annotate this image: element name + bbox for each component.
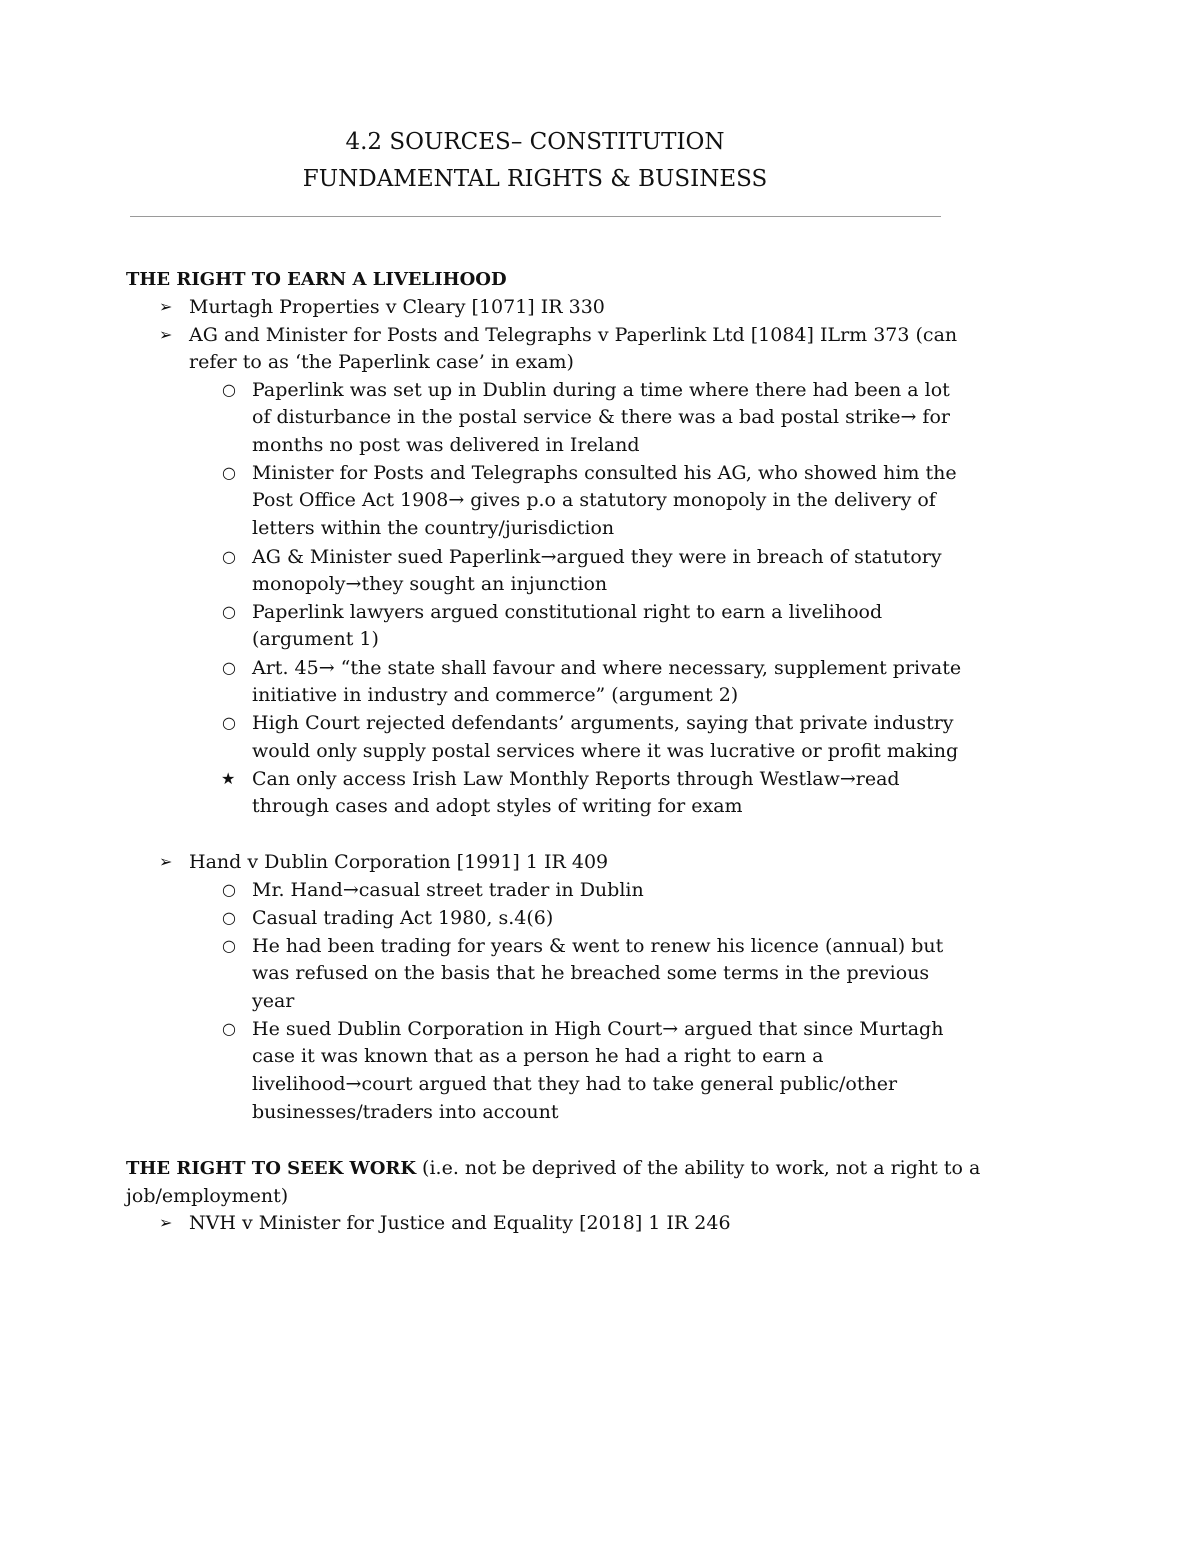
case-nvh: NVH v Minister for Justice and Equality [2018] 1 IR 246 — [189, 1212, 731, 1234]
paperlink-note-3-l1: AG & Minister sued Paperlink→argued they were in breach of statutory — [252, 546, 942, 568]
section-heading-seek-work-line2: job/employment) — [126, 1185, 289, 1207]
arrow-bullet-icon: ➢ — [159, 1213, 173, 1232]
paperlink-note-3-l2: monopoly→they sought an injunction — [252, 573, 608, 595]
arrow-bullet-icon: ➢ — [159, 852, 173, 871]
paperlink-note-2-l3: letters within the country/jurisdiction — [252, 517, 615, 539]
paperlink-note-7-l1: Can only access Irish Law Monthly Reports through Westlaw→read — [252, 768, 900, 790]
circle-bullet-icon: ○ — [222, 1019, 236, 1038]
hand-note-4-l4: businesses/traders into account — [252, 1101, 559, 1123]
circle-bullet-icon: ○ — [222, 602, 236, 621]
paperlink-note-1-l1: Paperlink was set up in Dublin during a time where there had been a lot — [252, 379, 950, 401]
paperlink-note-2-l1: Minister for Posts and Telegraphs consulted his AG, who showed him the — [252, 462, 957, 484]
case-hand: Hand v Dublin Corporation [1991] 1 IR 409 — [189, 851, 609, 873]
page-title — [0, 124, 1070, 198]
circle-bullet-icon: ○ — [222, 713, 236, 732]
section-heading-seek-work — [126, 1154, 980, 1183]
case-paperlink-line1: AG and Minister for Posts and Telegraphs v Paperlink Ltd [1084] ILrm 373 (can — [189, 324, 958, 346]
hand-note-4-l1: He sued Dublin Corporation in High Court→ argued that since Murtagh — [252, 1018, 944, 1040]
hand-note-3-l1: He had been trading for years & went to renew his licence (annual) but — [252, 935, 944, 957]
arrow-bullet-icon: ➢ — [159, 297, 173, 316]
circle-bullet-icon: ○ — [222, 936, 236, 955]
circle-bullet-icon: ○ — [222, 880, 236, 899]
paperlink-note-5-l1: Art. 45→ “the state shall favour and where necessary, supplement private — [252, 657, 962, 679]
paperlink-note-2-l2: Post Office Act 1908→ gives p.o a statutory monopoly in the delivery of — [252, 489, 936, 511]
case-paperlink-line2: refer to as ‘the Paperlink case’ in exam) — [189, 351, 574, 373]
hand-note-3-l3: year — [252, 990, 295, 1012]
section-heading-seek-work-rest: (i.e. not be deprived of the ability to work, not a right to a — [416, 1157, 981, 1179]
paperlink-note-6-l1: High Court rejected defendants’ arguments, saying that private industry — [252, 712, 954, 734]
circle-bullet-icon: ○ — [222, 380, 236, 399]
star-bullet-icon: ★ — [221, 769, 236, 788]
paperlink-note-6-l2: would only supply postal services where it was lucrative or profit making — [252, 740, 959, 762]
hand-note-2: Casual trading Act 1980, s.4(6) — [252, 907, 554, 929]
paperlink-note-1-l2: of disturbance in the postal service & there was a bad postal strike→ for — [252, 406, 950, 428]
paperlink-note-7-l2: through cases and adopt styles of writing for exam — [252, 795, 743, 817]
circle-bullet-icon: ○ — [222, 463, 236, 482]
circle-bullet-icon: ○ — [222, 908, 236, 927]
hand-note-4-l2: case it was known that as a person he had a right to earn a — [252, 1045, 824, 1067]
paperlink-note-4-l1: Paperlink lawyers argued constitutional right to earn a livelihood — [252, 601, 883, 623]
circle-bullet-icon: ○ — [222, 547, 236, 566]
title-line-1: 4.2 SOURCES– CONSTITUTION — [345, 129, 725, 155]
hand-note-4-l3: livelihood→court argued that they had to take general public/other — [252, 1073, 898, 1095]
paperlink-note-5-l2: initiative in industry and commerce” (argument 2) — [252, 684, 739, 706]
hand-note-1: Mr. Hand→casual street trader in Dublin — [252, 879, 644, 901]
circle-bullet-icon: ○ — [222, 658, 236, 677]
paperlink-note-1-l3: months no post was delivered in Ireland — [252, 434, 640, 456]
section-heading-seek-work-bold: THE RIGHT TO SEEK WORK — [126, 1158, 416, 1179]
horizontal-divider — [130, 216, 941, 217]
title-line-2: FUNDAMENTAL RIGHTS & BUSINESS — [302, 166, 768, 192]
arrow-bullet-icon: ➢ — [159, 325, 173, 344]
section-heading-livelihood: THE RIGHT TO EARN A LIVELIHOOD — [126, 269, 507, 290]
case-murtagh: Murtagh Properties v Cleary [1071] IR 330 — [189, 296, 605, 318]
paperlink-note-4-l2: (argument 1) — [252, 628, 379, 650]
hand-note-3-l2: was refused on the basis that he breached some terms in the previous — [252, 962, 930, 984]
